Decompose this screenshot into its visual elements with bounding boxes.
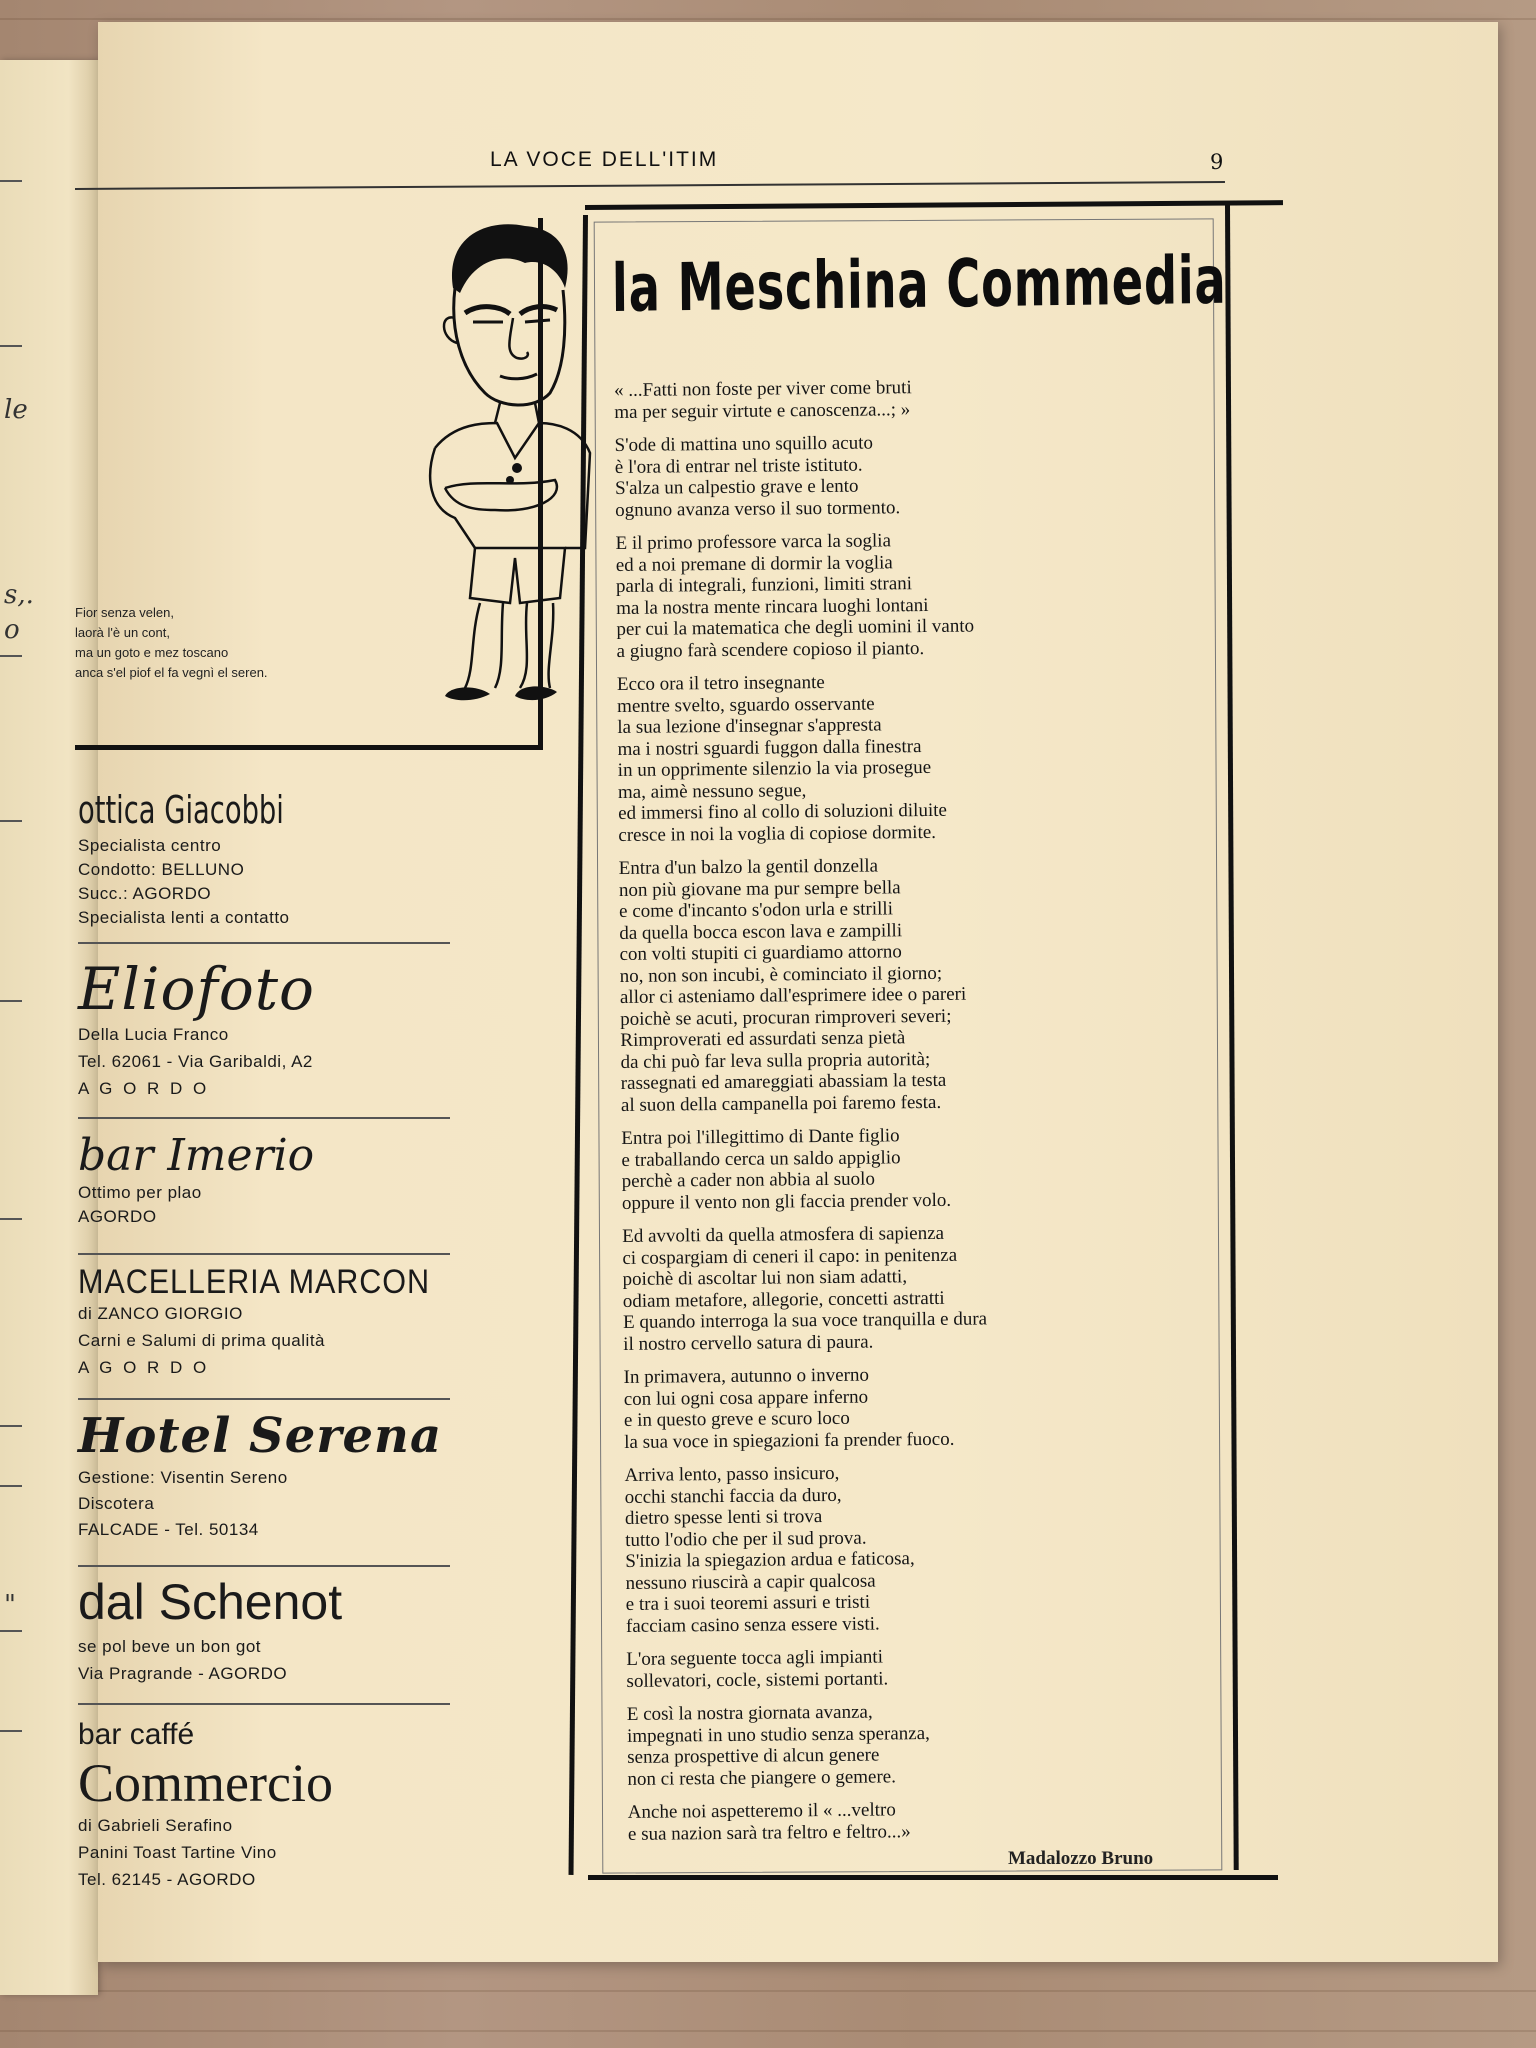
poem-line: il nostro cervello satura di paura. — [623, 1331, 874, 1355]
poem-stanza — [627, 1698, 1228, 1790]
poem-stanza — [621, 1122, 1222, 1214]
poem-line: Anche noi aspetteremo il « ...veltro — [627, 1799, 896, 1823]
ad-dal-schenot — [78, 1573, 342, 1686]
poem-line: Ed avvolti da quella atmosfera di sapienza — [622, 1222, 945, 1247]
poem-line: E così la nostra giornata avanza, — [626, 1701, 873, 1725]
poem-line: ed a noi premane di dormir la voglia — [615, 551, 893, 576]
poem-line: Ecco ora il tetro insegnante — [616, 671, 825, 695]
page-number: 9 — [1210, 150, 1224, 174]
ad-line: Panini Toast Tartine Vino — [78, 1843, 277, 1862]
ad-title: Commercio — [78, 1753, 333, 1813]
ad-line: AGORDO — [78, 1207, 157, 1226]
ad-line: Della Lucia Franco — [78, 1025, 229, 1044]
ad-line: se pol beve un bon got — [78, 1637, 262, 1656]
ad-line: A G O R D O — [78, 1358, 210, 1377]
poem-line: odiam metafore, allegorie, concetti astratti — [622, 1287, 945, 1312]
poem-line: non ci resta che piangere o gemere. — [627, 1765, 897, 1790]
text-fragment: o — [4, 615, 20, 645]
poem-line: ma per seguir virtute e canoscenza...; » — [614, 398, 911, 423]
poem-line: S'alza un calpestio grave e lento — [614, 475, 859, 499]
ad-line: Specialista lenti a contatto — [78, 908, 290, 927]
poem-line: no, non son incubi, è cominciato il giorno; — [619, 962, 943, 987]
poem-line: rassegnati ed amareggiati abassiam la testa — [620, 1069, 947, 1094]
ad-line: A G O R D O — [78, 1079, 210, 1098]
poem-line: ma i nostri sguardi fuggon dalla finestra — [617, 735, 922, 760]
ad-title: MACELLERIA MARCON — [78, 1263, 430, 1301]
poem-stanza — [624, 1459, 1226, 1637]
poem-line: perchè a cader non abbia al suolo — [621, 1168, 876, 1192]
poem-stanza — [614, 374, 1214, 423]
poem-line: cresce in noi la voglia di copiose dormite. — [618, 821, 937, 846]
ad-eliofoto — [78, 955, 315, 1101]
poem-stanza — [617, 668, 1219, 846]
poem-line: e in questo greve e scuro loco — [623, 1407, 850, 1431]
text-fragment — [0, 820, 22, 822]
text-fragment: s,. — [4, 580, 34, 610]
poem-line: Arriva lento, passo insicuro, — [624, 1462, 840, 1486]
ad-divider — [78, 1398, 450, 1400]
poem-line: ognuno avanza verso il suo tormento. — [615, 496, 901, 521]
text-fragment: " — [4, 1590, 16, 1620]
text-fragment — [0, 1485, 22, 1487]
poem-line: la sua voce in spiegazioni fa prender fuoco. — [624, 1428, 955, 1453]
poem-stanza — [622, 1220, 1223, 1355]
poem-line: da chi può far leva sulla propria autorità; — [620, 1048, 931, 1073]
ad-line: Carni e Salumi di prima qualità — [78, 1331, 325, 1350]
poem-line: la sua lezione d'insegnar s'appresta — [617, 714, 882, 738]
poem-line: tutto l'odio che per il sud prova. — [625, 1527, 867, 1551]
poem-line: dietro spesse lenti si trova — [624, 1506, 823, 1529]
ad-line: di ZANCO GIORGIO — [78, 1304, 243, 1323]
ad-divider — [78, 1117, 450, 1119]
publication-title: LA VOCE DELL'ITIM — [490, 148, 719, 171]
poem-stanza — [615, 527, 1216, 662]
poem-line: sollevatori, cocle, sistemi portanti. — [626, 1667, 889, 1692]
poem-line: impegnati in uno studio senza speranza, — [626, 1722, 930, 1747]
text-fragment — [0, 345, 22, 347]
ad-line: Condotto: BELLUNO — [78, 860, 245, 879]
ad-line: Ottimo per plao — [78, 1183, 202, 1202]
cartoon-caption — [75, 603, 268, 683]
poem-line: mentre svelto, sguardo osservante — [617, 693, 875, 717]
poem-border-bottom — [588, 1875, 1278, 1880]
ad-line: Specialista centro — [78, 836, 222, 855]
poem-stanza — [628, 1796, 1228, 1845]
ad-hotel-serena — [78, 1408, 442, 1542]
poem-line: e come d'incanto s'odon urla e strilli — [619, 898, 894, 922]
ad-pretitle: bar caffé — [78, 1718, 195, 1751]
poem-line: E quando interroga la sua voce tranquilla e dura — [622, 1308, 988, 1333]
poem-line: S'inizia la spiegazion ardua e faticosa, — [625, 1548, 915, 1572]
poem-line: con lui ogni cosa appare inferno — [623, 1386, 869, 1410]
poem-body — [614, 374, 1228, 1857]
poem-line: in un opprimente silenzio la via prosegue — [617, 756, 932, 781]
poem-line: Entra d'un balzo la gentil donzella — [618, 855, 879, 879]
poem-line: S'ode di mattina uno squillo acuto — [614, 432, 874, 456]
ad-bar-imerio — [78, 1130, 314, 1229]
ad-line: Succ.: AGORDO — [78, 884, 212, 903]
poem-line: poichè di ascoltar lui non siam adatti, — [622, 1266, 908, 1290]
text-fragment — [0, 1630, 22, 1632]
poem-line: con volti stupiti ci guardiamo attorno — [619, 941, 902, 965]
ad-line: FALCADE - Tel. 50134 — [78, 1520, 259, 1539]
poem-line: ed immersi fino al collo di soluzioni diluite — [618, 799, 948, 824]
poem-stanza — [626, 1643, 1226, 1692]
text-fragment — [0, 1425, 22, 1427]
poem-line: nessuno riuscirà a capir qualcosa — [625, 1570, 876, 1594]
ad-macelleria-marcon — [78, 1263, 469, 1380]
poem-stanza — [623, 1361, 1224, 1453]
ad-line: di Gabrieli Serafino — [78, 1816, 233, 1835]
ad-line: Tel. 62061 - Via Garibaldi, A2 — [78, 1052, 313, 1071]
caption-line: ma un goto e mez toscano — [75, 645, 229, 660]
poem-line: al suon della campanella poi faremo festa. — [620, 1091, 942, 1116]
poem-line: è l'ora di entrar nel triste istituto. — [614, 454, 863, 478]
poem-line: occhi stanchi faccia da duro, — [624, 1484, 842, 1508]
caption-line: laorà l'è un cont, — [75, 625, 170, 640]
poem-line: Entra poi l'illegittimo di Dante figlio — [621, 1125, 900, 1149]
cartoon-panel — [75, 218, 545, 748]
poem-line: senza prospettive di alcun genere — [627, 1744, 880, 1768]
ad-line: Via Pragrande - AGORDO — [78, 1664, 288, 1683]
poem-line: oppure il vento non gli faccia prender volo. — [621, 1189, 952, 1214]
poem-line: « ...Fatti non foste per viver come bruti — [614, 377, 912, 401]
ad-title: Hotel Serena — [78, 1408, 443, 1464]
poem-line: da quella bocca escon lava e zampilli — [619, 919, 903, 944]
poem-stanza — [615, 429, 1216, 521]
ad-title: bar Imerio — [78, 1130, 315, 1181]
ad-divider — [78, 1703, 450, 1705]
ad-line: Discotera — [78, 1494, 155, 1513]
poem-line: ma la nostra mente rincara luoghi lontani — [616, 594, 929, 619]
poem-line: Rimproverati ed assurdati senza pietà — [620, 1027, 906, 1051]
ad-title: dal Schenot — [78, 1574, 343, 1630]
poem-line: e tra i suoi teoremi assuri e tristi — [625, 1591, 871, 1615]
ad-divider — [78, 1565, 450, 1567]
text-fragment — [0, 1000, 22, 1002]
poem-line: allor ci asteniamo dall'esprimere idee o pareri — [619, 983, 967, 1008]
text-fragment — [0, 1730, 22, 1732]
poem-line: per cui la matematica che degli uomini il vanto — [616, 615, 975, 640]
ad-divider — [78, 942, 450, 944]
text-fragment — [0, 1218, 22, 1220]
poem-line: parla di integrali, funzioni, limiti strani — [615, 573, 913, 597]
cartoon-border-right — [538, 218, 543, 748]
ad-divider — [78, 1253, 450, 1255]
ad-bar-commercio — [78, 1718, 333, 1892]
text-fragment — [0, 655, 22, 657]
ad-line: Gestione: Visentin Sereno — [78, 1468, 288, 1487]
text-fragment: le — [4, 395, 28, 425]
ad-title: ottica Giacobbi — [78, 788, 284, 832]
poem-line: In primavera, autunno o inverno — [623, 1364, 870, 1388]
ad-line: Tel. 62145 - AGORDO — [78, 1870, 256, 1889]
poem-line: a giugno farà scendere copioso il pianto. — [616, 637, 925, 662]
poem-line: poichè se acuti, procuran rimproveri severi; — [620, 1005, 952, 1030]
poem-line: E il primo professore varca la soglia — [615, 530, 892, 554]
caricature-drawing — [415, 218, 605, 718]
caption-line: anca s'el piof el fa vegnì el seren. — [75, 665, 268, 680]
poem-line: non più giovane ma pur sempre bella — [618, 876, 901, 901]
caption-line: Fior senza velen, — [75, 605, 174, 620]
poem-line: e traballando cerca un saldo appiglio — [621, 1146, 901, 1171]
poem-line: ci cospargiam di ceneri il capo: in penitenza — [622, 1244, 958, 1269]
poem-stanza — [619, 852, 1221, 1116]
poem-title: la Meschina Commedia — [611, 241, 1227, 327]
poem-line: facciam casino senza essere visti. — [625, 1613, 880, 1637]
poem-line: L'ora seguente tocca agli impianti — [626, 1646, 884, 1670]
poem-line: e sua nazion sarà tra feltro e feltro...» — [627, 1820, 911, 1845]
poem-line: ma, aimè nessuno segue, — [617, 779, 807, 803]
ad-title: Eliofoto — [78, 955, 315, 1023]
text-fragment — [0, 180, 22, 182]
poem-author: Madalozzo Bruno — [1008, 1848, 1154, 1869]
ad-ottica-giacobbi — [78, 788, 335, 930]
cartoon-border-bottom — [75, 745, 543, 750]
